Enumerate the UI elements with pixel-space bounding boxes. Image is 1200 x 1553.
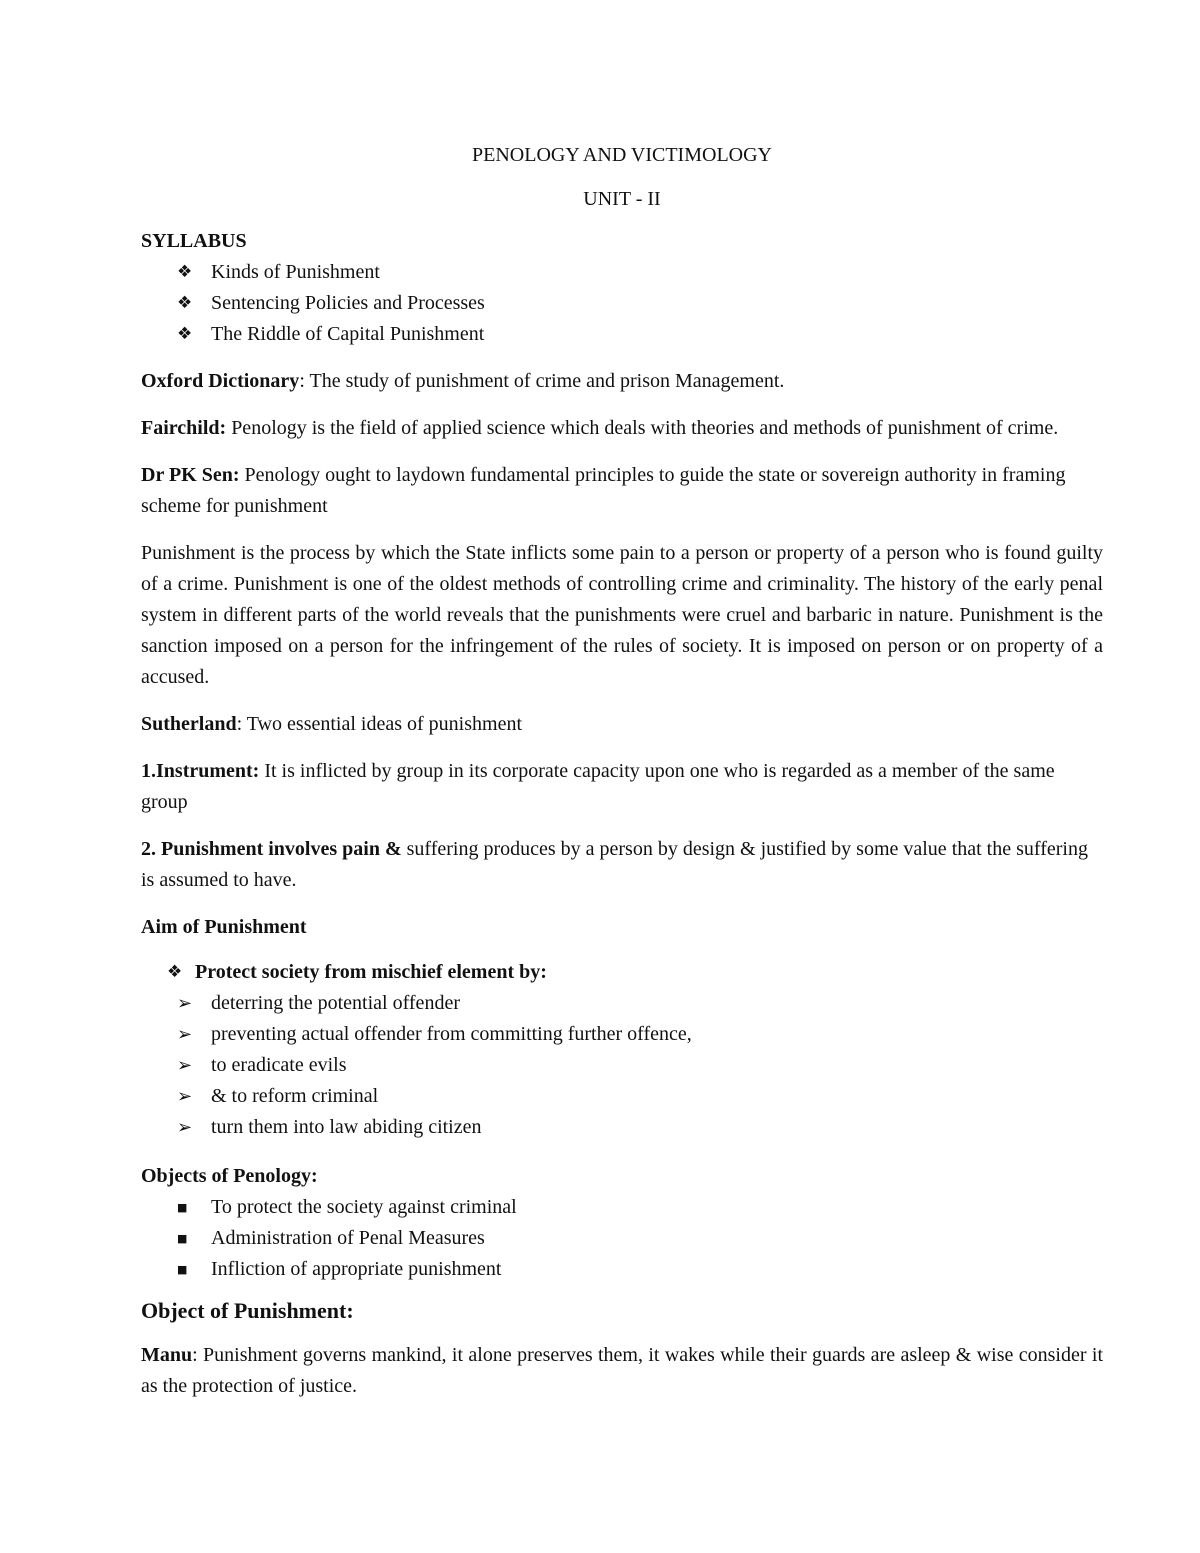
sen-definition: Dr PK Sen: Penology ought to laydown fundamental principles to guide the state or sovereign authority in framing scheme for punishment (141, 464, 1066, 517)
diamond-bullet-icon: ❖ (177, 293, 193, 313)
list-item: ➢ to eradicate evils (141, 1050, 1103, 1081)
aim-list (141, 988, 1103, 1143)
punishment-paragraph: Punishment is the process by which the State inflicts some pain to a person or property of a person who is found guilty of a crime. Punishment is one of the oldest methods of controlling crime and criminality. The history of the early penal system in different parts of the world reveals that the punishments were cruel and barbaric in nature. Punishment is the sanction imposed on a person for the infringement of the rules of society. It is imposed on person or on property of a accused. (141, 542, 1103, 688)
sutherland-definition: Sutherland: Two essential ideas of punishment (141, 713, 523, 735)
document-body (141, 138, 1103, 1402)
square-bullet-icon: ■ (177, 1263, 188, 1276)
fairchild-definition: Fairchild: Penology is the field of applied science which deals with theories and methods of punishment of crime. (141, 417, 1059, 439)
arrow-bullet-icon: ➢ (177, 1086, 193, 1107)
unit-heading: UNIT - II (583, 188, 661, 210)
list-item: ➢ preventing actual offender from committing further offence, (141, 1019, 1103, 1050)
aim-heading: Aim of Punishment (141, 916, 307, 938)
objects-heading: Objects of Penology: (141, 1165, 318, 1187)
list-item: ■ To protect the society against criminal (141, 1192, 1103, 1223)
arrow-bullet-icon: ➢ (177, 993, 193, 1014)
diamond-bullet-icon: ❖ (167, 962, 183, 982)
objects-list (141, 1192, 1103, 1285)
diamond-bullet-icon: ❖ (177, 262, 193, 282)
square-bullet-icon: ■ (177, 1232, 188, 1245)
list-item: ➢ & to reform criminal (141, 1081, 1103, 1112)
list-item: ■ Administration of Penal Measures (141, 1223, 1103, 1254)
manu-definition: Manu: Punishment governs mankind, it alone preserves them, it wakes while their guards are asleep & wise consider it as the protection of justice. (141, 1344, 1103, 1397)
arrow-bullet-icon: ➢ (177, 1024, 193, 1045)
pain-point: 2. Punishment involves pain & suffering produces by a person by design & justified by some value that the suffering is assumed to have. (141, 838, 1088, 891)
list-item: ❖ Kinds of Punishment (141, 257, 1103, 288)
list-item: ■ Infliction of appropriate punishment (141, 1254, 1103, 1285)
list-item: ➢ deterring the potential offender (141, 988, 1103, 1019)
document-title: PENOLOGY AND VICTIMOLOGY (472, 144, 772, 166)
instrument-point: 1.Instrument: It is inflicted by group in its corporate capacity upon one who is regarded as a member of the same group (141, 760, 1055, 813)
syllabus-heading: SYLLABUS (141, 230, 247, 252)
list-item: ❖ Sentencing Policies and Processes (141, 288, 1103, 319)
arrow-bullet-icon: ➢ (177, 1117, 193, 1138)
square-bullet-icon: ■ (177, 1201, 188, 1214)
object-punishment-heading: Object of Punishment: (141, 1298, 354, 1323)
list-item: ➢ turn them into law abiding citizen (141, 1112, 1103, 1143)
protect-society-item: ❖ Protect society from mischief element by: (141, 957, 1103, 988)
arrow-bullet-icon: ➢ (177, 1055, 193, 1076)
list-item: ❖ The Riddle of Capital Punishment (141, 319, 1103, 350)
diamond-bullet-icon: ❖ (177, 324, 193, 344)
syllabus-list (141, 257, 1103, 350)
oxford-definition: Oxford Dictionary: The study of punishment of crime and prison Management. (141, 370, 785, 392)
